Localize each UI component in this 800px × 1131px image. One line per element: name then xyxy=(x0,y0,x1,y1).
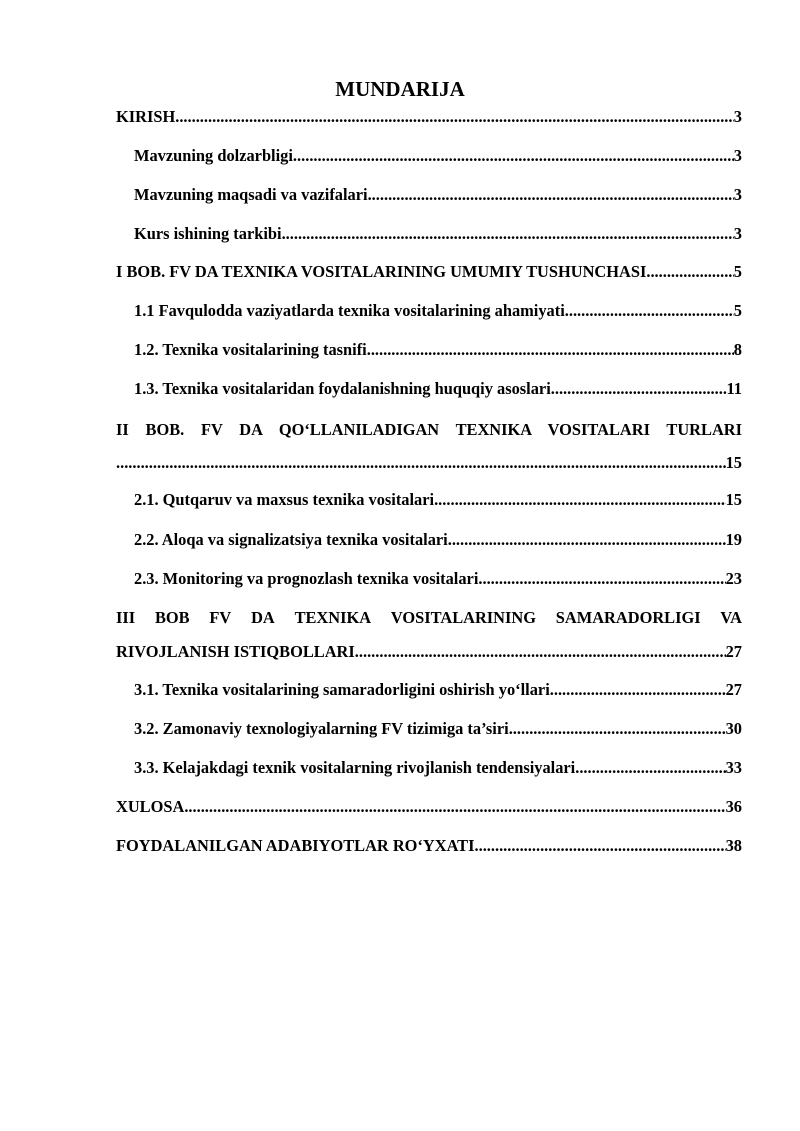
toc-entry-page: 5 xyxy=(733,262,742,281)
toc-entry-page: 3 xyxy=(733,107,742,126)
toc-entry-label-word: TEXNIKA xyxy=(294,608,372,627)
toc-chapter-continuation[interactable] xyxy=(116,639,742,665)
toc-entry[interactable] xyxy=(116,487,742,513)
toc-entry[interactable] xyxy=(116,104,742,130)
toc-entry-label: 1.3. Texnika vositalaridan foydalanishning huquqiy asoslari xyxy=(134,379,551,398)
dot-leader xyxy=(575,755,725,781)
toc-entry-label: 3.1. Texnika vositalarining samaradorligini oshirish yo‘llari xyxy=(134,680,550,699)
toc-entry-label: Mavzuning maqsadi va vazifalari xyxy=(134,185,368,204)
toc-entry-label-word: BOB xyxy=(154,608,190,627)
dot-leader xyxy=(355,639,726,665)
toc-entry[interactable] xyxy=(116,716,742,742)
toc-entry-page: 3 xyxy=(733,224,742,243)
toc-entry[interactable] xyxy=(116,794,742,820)
toc-entry-page: 19 xyxy=(725,530,742,549)
toc-entry-page: 30 xyxy=(725,719,742,738)
toc-entry-label: 3.3. Kelajakdagi texnik vositalarning rivojlanish tendensiyalari xyxy=(134,758,576,777)
toc-entry-page: 36 xyxy=(725,797,742,816)
toc-entry-label: 2.1. Qutqaruv va maxsus texnika vositalari xyxy=(134,490,435,509)
dot-leader xyxy=(478,566,725,592)
toc-entry-page: 38 xyxy=(725,836,742,855)
toc-entry-label-word: VOSITALARINING xyxy=(390,608,536,627)
dot-leader xyxy=(551,376,727,402)
toc-entry-page: 27 xyxy=(725,642,742,661)
toc-entry[interactable] xyxy=(116,677,742,703)
toc-entry-label: 2.3. Monitoring va prognozlash texnika vositalari xyxy=(134,569,479,588)
dot-leader xyxy=(116,450,726,476)
page-title: MUNDARIJA xyxy=(335,77,465,101)
toc-entry-label-word: SAMARADORLIGI xyxy=(555,608,701,627)
toc-entry-label-word: DA xyxy=(251,608,275,627)
dot-leader xyxy=(434,487,726,513)
toc-entry[interactable] xyxy=(116,337,742,363)
toc-entry[interactable] xyxy=(116,221,742,247)
toc-chapter[interactable] xyxy=(116,417,742,443)
toc-entry[interactable] xyxy=(116,755,742,781)
toc-entry[interactable] xyxy=(116,833,742,859)
toc-entry-page: 11 xyxy=(726,379,742,398)
toc-entry-page: 3 xyxy=(733,185,742,204)
dot-leader xyxy=(475,833,726,859)
toc-entry-page: 33 xyxy=(725,758,742,777)
toc-entry-label: 1.2. Texnika vositalarining tasnifi xyxy=(134,340,367,359)
toc-entry-page: 15 xyxy=(725,490,742,509)
dot-leader xyxy=(293,143,734,169)
dot-leader xyxy=(550,677,726,703)
dot-leader xyxy=(282,221,734,247)
toc-entry[interactable] xyxy=(116,182,742,208)
dot-leader xyxy=(448,527,726,553)
toc-entry-page: 27 xyxy=(725,680,742,699)
toc-entry-label-word: VA xyxy=(720,608,742,627)
toc-entry[interactable] xyxy=(116,566,742,592)
toc-entry[interactable] xyxy=(116,376,742,402)
toc-entry-label: XULOSA xyxy=(116,797,185,816)
toc-chapter-continuation[interactable] xyxy=(116,450,742,476)
dot-leader xyxy=(646,259,733,285)
dot-leader xyxy=(565,298,734,324)
toc-chapter[interactable] xyxy=(116,605,742,631)
dot-leader xyxy=(367,337,734,363)
toc-entry-label-word: FV xyxy=(209,608,232,627)
toc-entry-label: I BOB. FV DA TEXNIKA VOSITALARINING UMUMIY TUSHUNCHASI xyxy=(116,262,647,281)
toc-entry[interactable] xyxy=(116,527,742,553)
dot-leader xyxy=(175,104,734,130)
toc-entry-page: 3 xyxy=(733,146,742,165)
dot-leader xyxy=(368,182,734,208)
toc-entry-label: 1.1 Favqulodda vaziyatlarda texnika vositalarining ahamiyati xyxy=(134,301,565,320)
toc-entry-label: II BOB. FV DA QO‘LLANILADIGAN TEXNIKA VOSITALARI TURLARI xyxy=(116,420,742,439)
toc-entry-label: 3.2. Zamonaviy texnologiyalarning FV tizimiga ta’siri xyxy=(134,719,509,738)
table-of-contents xyxy=(116,0,742,1131)
toc-chapter[interactable] xyxy=(116,259,742,285)
toc-entry-label: Kurs ishining tarkibi xyxy=(134,224,282,243)
toc-entry-label: Mavzuning dolzarbligi xyxy=(134,146,293,165)
toc-entry-label: KIRISH xyxy=(116,107,176,126)
toc-entry-page: 15 xyxy=(725,453,742,472)
toc-entry-label: RIVOJLANISH ISTIQBOLLARI xyxy=(116,642,355,661)
dot-leader xyxy=(509,716,726,742)
toc-entry[interactable] xyxy=(116,143,742,169)
toc-entry-label: 2.2. Aloqa va signalizatsiya texnika vositalari xyxy=(134,530,448,549)
toc-entry-label-word: III xyxy=(116,608,136,627)
dot-leader xyxy=(184,794,725,820)
toc-entry-page: 5 xyxy=(733,301,742,320)
toc-entry-label: FOYDALANILGAN ADABIYOTLAR RO‘YXATI xyxy=(116,836,475,855)
toc-entry-page: 8 xyxy=(733,340,742,359)
toc-entry[interactable] xyxy=(116,298,742,324)
toc-entry-page: 23 xyxy=(725,569,742,588)
